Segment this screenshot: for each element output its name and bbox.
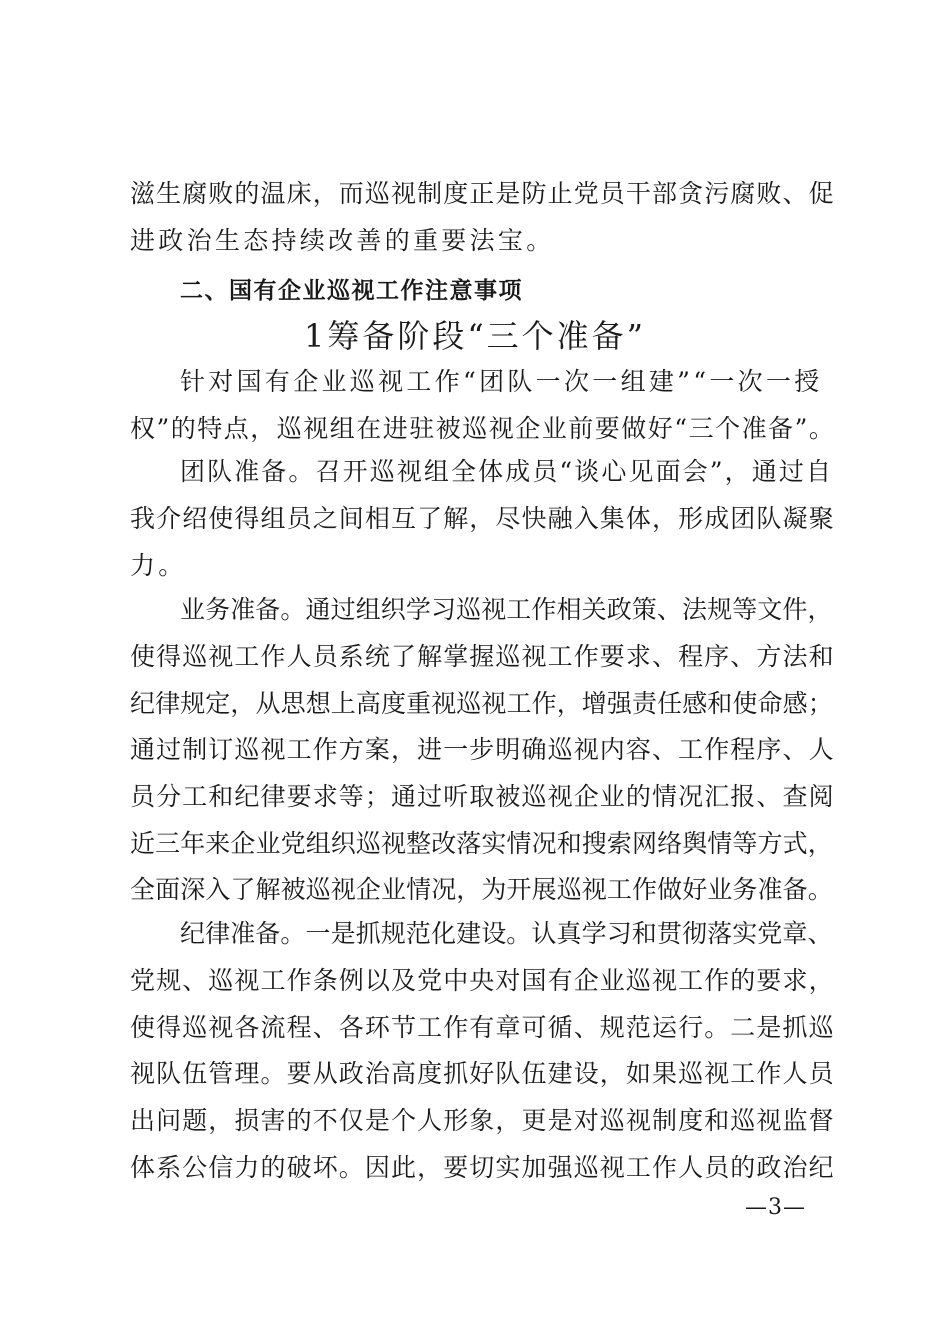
text-line: 体系公信力的破坏。因此，要切实加强巡视工作人员的政治纪 — [130, 1153, 835, 1182]
text-line: 权”的特点，巡视组在进驻被巡视企业前要做好“三个准备”。 — [130, 414, 836, 443]
text-line: 出问题，损害的不仅是个人形象，更是对巡视制度和巡视监督 — [130, 1106, 835, 1135]
text-line: 通过制订巡视工作方案，进一步明确巡视内容、工作程序、人 — [130, 735, 835, 764]
text-line: 视队伍管理。要从政治高度抓好队伍建设，如果巡视工作人员 — [130, 1059, 835, 1088]
text-line: 进政治生态持续改善的重要法宝。 — [130, 226, 555, 255]
text-line: 针对国有企业巡视工作“团队一次一组建”“一次一授 — [180, 367, 823, 396]
page-number: —3— — [745, 1195, 806, 1220]
text-line: 纪律准备。一是抓规范化建设。认真学习和贯彻落实党章、 — [180, 919, 833, 948]
text-line: 全面深入了解被巡视企业情况，为开展巡视工作做好业务准备。 — [130, 875, 833, 904]
text-line: 使得巡视各流程、各环节工作有章可循、规范运行。二是抓巡 — [130, 1013, 835, 1042]
text-line: 近三年来企业党组织巡视整改落实情况和搜索网络舆情等方式， — [130, 829, 833, 858]
text-line: 力。 — [130, 551, 187, 580]
text-line: 业务准备。通过组织学习巡视工作相关政策、法规等文件， — [180, 595, 833, 624]
text-line: 纪律规定，从思想上高度重视巡视工作，增强责任感和使命感； — [130, 689, 833, 718]
text-line: 党规、巡视工作条例以及党中央对国有企业巡视工作的要求， — [130, 966, 835, 995]
text-line: 我介绍使得组员之间相互了解，尽快融入集体，形成团队凝聚 — [130, 504, 835, 533]
text-line: 滋生腐败的温床，而巡视制度正是防止党员干部贪污腐败、促 — [130, 179, 835, 208]
subsection-title: 1筹备阶段“三个准备” — [303, 317, 647, 355]
text-line: 员分工和纪律要求等；通过听取被巡视企业的情况汇报、查阅 — [130, 782, 835, 811]
text-line: 团队准备。召开巡视组全体成员“谈心见面会”，通过自 — [180, 457, 834, 486]
text-line: 使得巡视工作人员系统了解掌握巡视工作要求、程序、方法和 — [130, 642, 835, 671]
section-heading: 二、国有企业巡视工作注意事项 — [180, 278, 523, 304]
